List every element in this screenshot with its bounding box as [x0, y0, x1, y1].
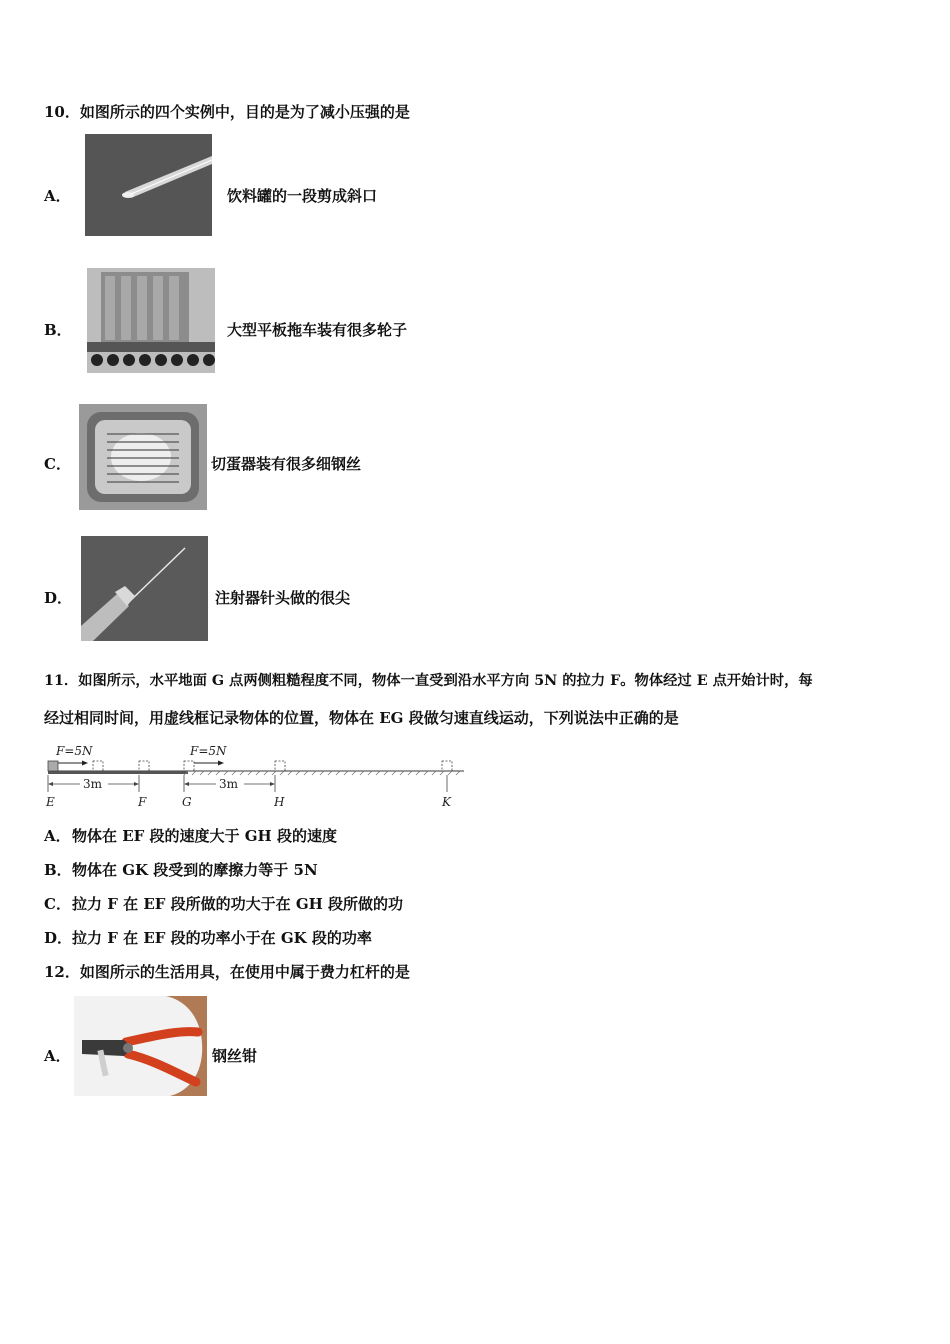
egg-slicer-photo	[79, 404, 207, 510]
motion-diagram	[44, 742, 468, 814]
force-label-2: F=5N	[190, 744, 227, 758]
point-label-e: E	[46, 795, 55, 809]
q10-option-d-text: 注射器针头做的很尖	[215, 589, 351, 607]
syringe-photo	[81, 536, 208, 641]
q10-stem: 10．如图所示的四个实例中，目的是为了减小压强的是	[44, 103, 410, 121]
point-label-k: K	[442, 795, 451, 809]
q11-stem-line-1: 11．如图所示，水平地面 G 点两侧粗糙程度不同，物体一直受到沿水平方向 5N 的拉力 F。物体经过 E 点开始计时，每	[44, 673, 813, 689]
can-cut-photo	[85, 134, 212, 236]
force-label-1: F=5N	[56, 744, 93, 758]
q12-stem: 12．如图所示的生活用具，在使用中属于费力杠杆的是	[44, 963, 410, 981]
q11-option-b-letter: B．	[44, 861, 72, 879]
q10-option-b-text: 大型平板拖车装有很多轮子	[227, 321, 408, 339]
q11-option-c-text: 拉力 F 在 EF 段所做的功大于在 GH 段所做的功	[72, 895, 404, 913]
trailer-photo	[87, 268, 215, 373]
point-label-h: H	[274, 795, 285, 809]
q10-option-a-text: 饮料罐的一段剪成斜口	[227, 187, 378, 205]
point-label-g: G	[182, 795, 192, 809]
q12-option-a-letter: A．	[44, 1047, 71, 1065]
q11-option-a-text: 物体在 EF 段的速度大于 GH 段的速度	[72, 827, 337, 845]
pliers-photo	[74, 996, 207, 1096]
distance-label-2: 3m	[219, 777, 239, 791]
q11-option-b-text: 物体在 GK 段受到的摩擦力等于 5N	[72, 861, 318, 879]
q10-option-a-letter: A．	[44, 187, 71, 205]
q11-option-c-letter: C．	[44, 895, 71, 913]
q10-option-d-letter: D．	[44, 589, 73, 607]
q10-option-c-text: 切蛋器装有很多细钢丝	[211, 455, 362, 473]
q10-option-c-letter: C．	[44, 455, 71, 473]
point-label-f: F	[138, 795, 147, 809]
q12-option-a-text: 钢丝钳	[212, 1047, 258, 1065]
q11-option-a-letter: A．	[44, 827, 71, 845]
q11-option-d-text: 拉力 F 在 EF 段的功率小于在 GK 段的功率	[72, 929, 372, 947]
distance-label-1: 3m	[83, 777, 103, 791]
q11-option-d-letter: D．	[44, 929, 73, 947]
q10-option-b-letter: B．	[44, 321, 72, 339]
q11-stem-line-2: 经过相同时间，用虚线框记录物体的位置，物体在 EG 段做匀速直线运动，下列说法中正确的是	[44, 709, 679, 727]
